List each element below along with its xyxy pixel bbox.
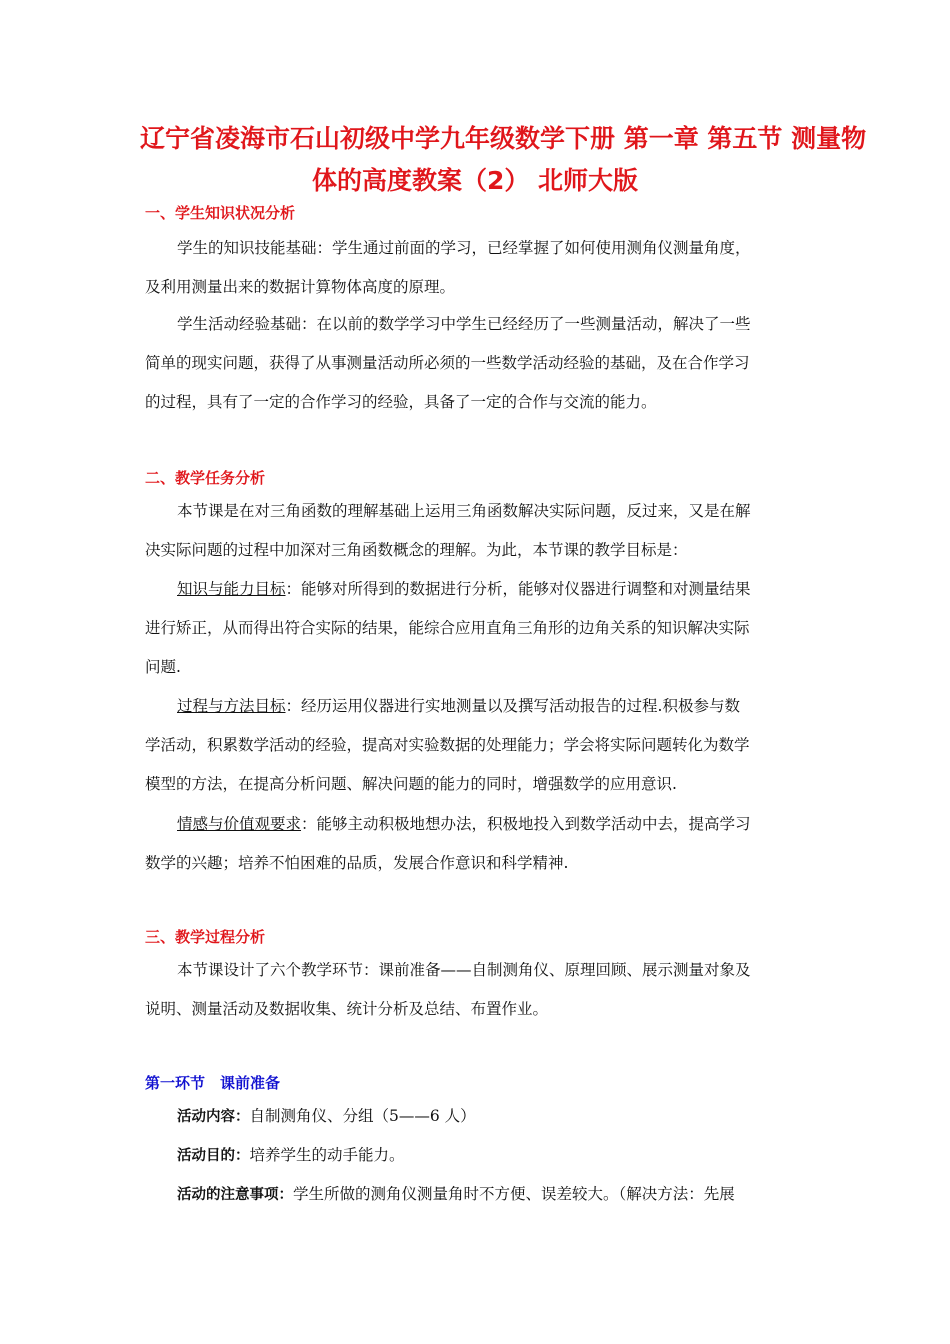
goal-emotion-values: 情感与价值观要求：能够主动积极地想办法，积极地投入到数学活动中去，提高学习 数学的兴趣；培养不怕困难的品质，发展合作意识和科学精神. [145, 815, 751, 872]
goal-knowledge-ability: 知识与能力目标：能够对所得到的数据进行分析，能够对仪器进行调整和对测量结果 进行矫正，从而得出符合实际的结果，能综合应用直角三角形的边角关系的知识解决实际 问题. [145, 580, 751, 676]
goal-process-method: 过程与方法目标：经历运用仪器进行实地测量以及撰写活动报告的过程.积极参与数 学活动，积累数学活动的经验，提高对实验数据的处理能力；学会将实际问题转化为数学 模型的方法，在提高分析问题、解决问题的能力的同时，增强数学的应用意识. [145, 697, 750, 793]
stage-1-heading: 第一环节 课前准备 [145, 1074, 281, 1092]
stage-1-details: 活动内容：自制测角仪、分组（5——6 人） 活动目的：培养学生的动手能力。 活动的注意事项：学生所做的测角仪测量角时不方便、误差较大。（解决方法：先展 [177, 1107, 735, 1203]
document-title [140, 118, 867, 202]
section-3-paragraph-1: 本节课设计了六个教学环节：课前准备——自制测角仪、原理回顾、展示测量对象及 说明、测量活动及数据收集、统计分析及总结、布置作业。 [145, 961, 751, 1018]
goal-3-label: 情感与价值观要求 [177, 815, 302, 833]
goal-2-label: 过程与方法目标 [177, 697, 286, 715]
title-line-2: 体的高度教案（2） 北师大版 [311, 166, 639, 195]
section-3-heading: 三、教学过程分析 [145, 928, 266, 946]
section-2-paragraph-1: 本节课是在对三角函数的理解基础上运用三角函数解决实际问题，反过来，又是在解 决实际问题的过程中加深对三角函数概念的理解。为此，本节课的教学目标是： [145, 502, 751, 559]
section-1-heading: 一、学生知识状况分析 [145, 204, 296, 222]
title-line-1: 辽宁省凌海市石山初级中学九年级数学下册 第一章 第五节 测量物 [140, 124, 867, 153]
section-1-paragraph-1: 学生的知识技能基础：学生通过前面的学习，已经掌握了如何使用测角仪测量角度， 及利用测量出来的数据计算物体高度的原理。 [145, 239, 751, 296]
section-2-heading: 二、教学任务分析 [145, 469, 266, 487]
section-1-paragraph-2: 学生活动经验基础：在以前的数学学习中学生已经经历了一些测量活动，解决了一些 简单的现实问题，获得了从事测量活动所必须的一些数学活动经验的基础，及在合作学习 的过程，具有了一定的合作学习的经验，具备了一定的合作与交流的能力。 [145, 315, 751, 411]
goal-1-label: 知识与能力目标 [177, 580, 286, 598]
